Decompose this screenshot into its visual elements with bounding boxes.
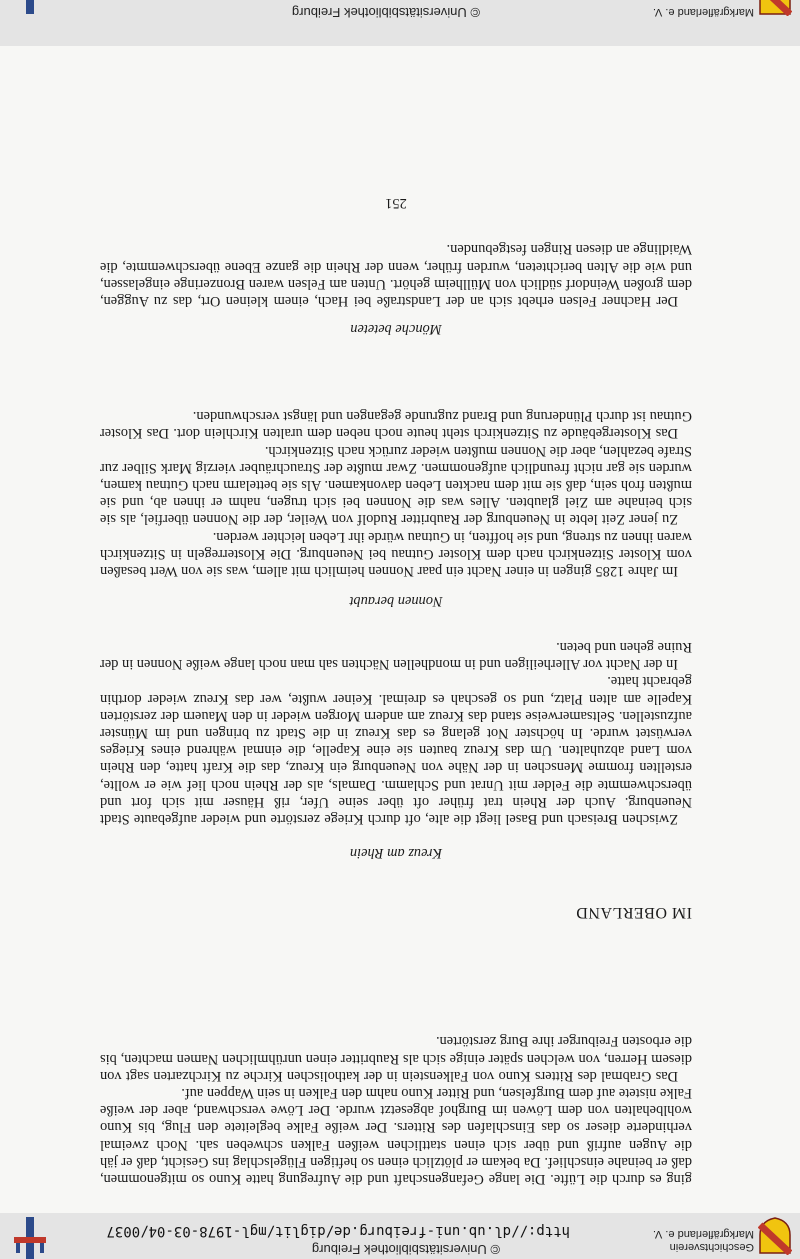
paragraph: In der Nacht vor Allerheiligen und in mondhellen Nächten sah man noch lange weiße Nonnen in der Ruine gehen und beten. <box>100 638 692 673</box>
section-title: IM OBERLAND <box>575 904 692 921</box>
society-crest-icon <box>758 1217 792 1255</box>
paragraph: Das Klostergebäude zu Sitzenkirch steht heute noch neben dem uralten Kirchlein dort. Das Kloster Gutnau ist durch Plünderung und Brand zugrunde gegangen und längst verschwunden. <box>100 408 692 442</box>
ub-logo-icon <box>10 1217 50 1259</box>
intro-text <box>100 1032 692 1187</box>
page-number: 251 <box>385 195 407 211</box>
paragraph: Der Hachner Felsen erhebt sich an der Landstraße bei Hach, einem kleinen Ort, das zu Auggen, dem großen Weindorf südlich von Müllheim gehört. Unten am Felsen waren Bronzeringe eingelassen, und wie die Alten berichteten, wurden früher, wenn der Rhein die ganze Ebene überschwemmte, die Waidlinge an diesen Ringen festgebunden. <box>100 241 692 309</box>
section-kreuz-am-rhein <box>100 638 692 827</box>
scanned-page <box>0 46 800 1213</box>
paragraph: Zu jener Zeit lebte in Neuenburg der Raubritter Rudolf von Weiler, der die Nonnen überfiel, als sie sich beinahe am Ziel glaubten. Alles was die Nonnen bei sich trugen, nahm er ihnen ab, und sie mußten froh sein, daß sie mit dem nackten Leben davonkamen. Als sie bettelarm nach Gutnau kamen, wurden sie gar nicht freundlich aufgenommen. Zwar mußte der Strauchräuber vierzig Mark Silber zur Strafe bezahlen, aber die Nonnen mußten wieder zurück nach Sitzenkirch. <box>100 442 692 528</box>
society-name: Markgräflerland e. V. <box>652 6 754 18</box>
paragraph: Im Jahre 1285 gingen in einer Nacht ein paar Nonnen heimlich mit allem, was sie von Wert besaßen vom Kloster Sitzenkirch nach dem Kloster Gutnau bei Neuenburg. Die Klosterregeln in Sitzenkirch waren ihnen zu streng, und sie hofften, in Gutnau würde ihr Leben leichter werden. <box>100 528 692 579</box>
paragraph: Zwischen Breisach und Basel liegt die alte, oft durch Kriege zerstörte und wieder aufgebaute Stadt Neuenburg. Auch der Rhein trat früher oft über seine Ufer, riß Häuser mit sich fort und überschwemmte die Felder mit Unrat und Schlamm. Damals, als der Rhein noch lief wie er wollte, erstellten fromme Menschen in der Nähe von Neuenburg ein Kreuz, das die Kraft hatte, den Rhein vom Land abzuhalten. Um das Kreuz bauten sie eine Kapelle, die einmal während eines Krieges verwüstet wurde. In höchster Not gelang es das Kreuz in die Stadt zu bringen und im Münster aufzustellen. Seltsamerweise stand das Kreuz am andern Morgen wieder in den Mauern der zerstörten Kapelle am alten Platz, und so geschah es dreimal. Keiner wußte, wer das Kreuz wieder dorthin gebracht hatte. <box>100 673 692 827</box>
heading-kreuz-am-rhein: Kreuz am Rhein <box>349 845 443 861</box>
intro-paragraph-2: Das Grabmal des Ritters Kuno von Falkenstein in der katholischen Kirche zu Kirchzarten sagt von diesem Herren, von welchen später einige sich als Raubritter einen unrühmlichen Namen machten, bis die erbosten Freiburger ihre Burg zerstörten. <box>100 1033 692 1084</box>
heading-nonnen-beraubt: Nonnen beraubt <box>349 593 443 609</box>
society-name: Geschichtsverein Markgräflerland e. V. <box>652 1228 754 1253</box>
copyright-text: © Universitätsbibliothek Freiburg <box>291 5 480 20</box>
intro-paragraph-1: ging es durch die Lüfte. Die lange Gefangenschaft und die Aufregung hatte Kuno so mitgenommen, daß er beinahe einschlief. Da bekam er plötzlich einen so heftigen Flügelschlag ins Gesicht, daß er jäh die Augen aufriß und über sich einen stattlichen weißen Falken schweben sah. Noch zweimal verhinderte dieser so das Einschlafen des Ritters. Der weiße Falke begleitete den Flug, bis Kuno wohlbehalten von dem Löwen im Burghof abgesetzt wurde. Der Löwe verschwand, aber der weiße Falke nistete auf dem Burgfelsen, und Ritter Kuno nahm den Falken in sein Wappen auf. <box>100 1084 692 1187</box>
document-url[interactable]: http://dl.ub.uni-freiburg.de/diglit/mgl-1978-03-04/0037 <box>106 1223 570 1239</box>
viewer-header-bar <box>0 1213 800 1259</box>
copyright-text: © Universitätsbibliothek Freiburg <box>311 1242 500 1257</box>
viewer-footer-bar <box>0 0 800 46</box>
section-moenche-beteten <box>100 240 692 309</box>
ub-logo-icon <box>10 0 50 14</box>
heading-moenche-beteten: Mönche beteten <box>350 321 442 337</box>
society-crest-icon <box>758 0 792 16</box>
section-nonnen-beraubt <box>100 407 692 579</box>
